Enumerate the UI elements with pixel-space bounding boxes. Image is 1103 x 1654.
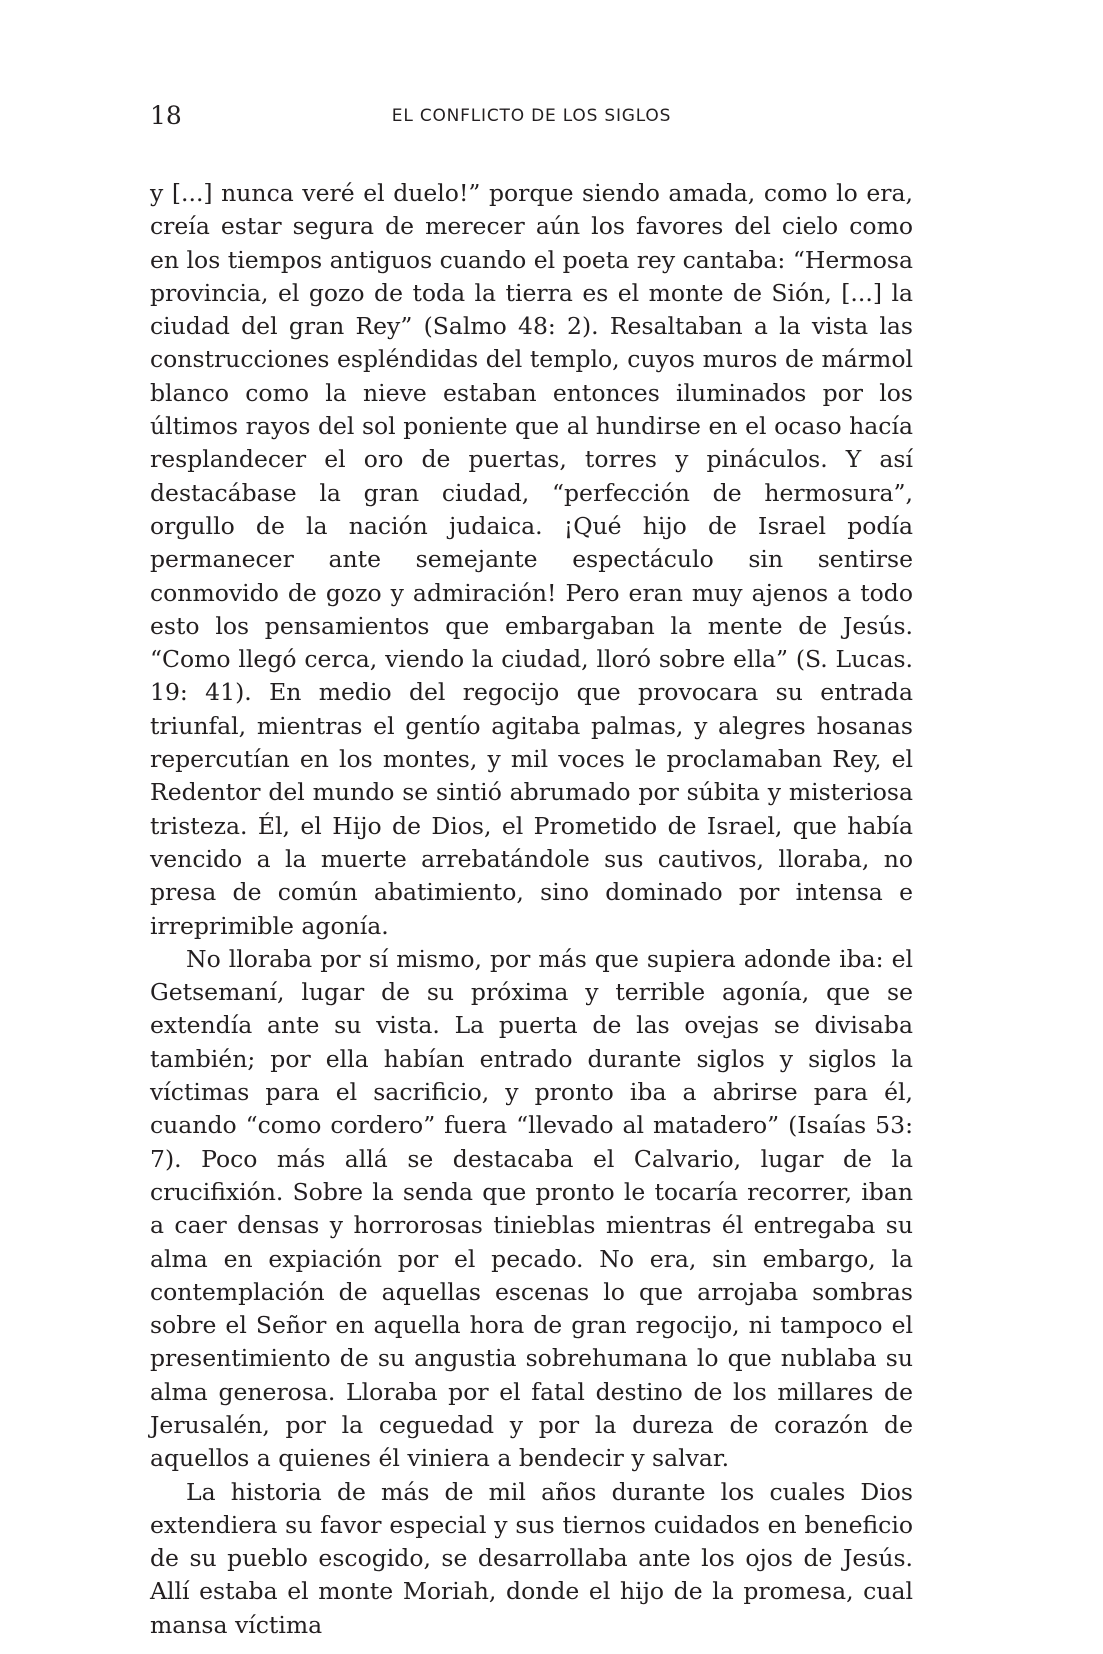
running-title: EL CONFLICTO DE LOS SIGLOS bbox=[391, 106, 672, 126]
page-header bbox=[150, 96, 913, 136]
page-number: 18 bbox=[150, 101, 182, 130]
body-text bbox=[150, 177, 913, 1642]
paragraph-3: La historia de más de mil años durante los cuales Dios extendiera su favor especial y sus tiernos cuidados en beneficio de su pueblo escogido, se desarrollaba ante los ojos de Jesús. Allí estaba el monte Moriah, donde el hijo de la promesa, cual mansa víctima bbox=[150, 1477, 913, 1639]
paragraph-2: No lloraba por sí mismo, por más que supiera adonde iba: el Getsemaní, lugar de su próxima y terrible agonía, que se extendía ante su vista. La puerta de las ovejas se divisaba también; por ella habían entrado durante siglos y siglos la víctimas para el sacrificio, y pronto iba a abrirse para él, cuando “como cordero” fuera “llevado al matadero” (Isaías 53: 7). Poco más allá se destacaba el Calvario, lugar de la crucifixión. Sobre la senda que pronto le tocaría recorrer, iban a caer densas y horrorosas tinieblas mientras él entregaba su alma en expiación por el pecado. No era, sin embargo, la contemplación de aquellas escenas lo que arrojaba sombras sobre el Señor en aquella hora de gran regocijo, ni tampoco el presentimiento de su angustia sobrehumana lo que nublaba su alma generosa. Lloraba por el fatal destino de los millares de Jerusalén, por la ceguedad y por la dureza de corazón de aquellos a quienes él viniera a bendecir y salvar. bbox=[150, 944, 913, 1473]
paragraph-1: y [...] nunca veré el duelo!” porque siendo amada, como lo era, creía estar segura de merecer aún los favores del cielo como en los tiempos antiguos cuando el poeta rey cantaba: “Hermosa provincia, el gozo de toda la tierra es el monte de Sión, [...] la ciudad del gran Rey” (Salmo 48: 2). Resaltaban a la vista las construcciones espléndidas del templo, cuyos muros de mármol blanco como la nieve estaban entonces iluminados por los últimos rayos del sol poniente que al hundirse en el ocaso hacía resplandecer el oro de puertas, torres y pináculos. Y así destacábase la gran ciudad, “perfección de hermosura”, orgullo de la nación judaica. ¡Qué hijo de Israel podía permanecer ante semejante espectáculo sin sentirse conmovido de gozo y admiración! Pero eran muy ajenos a todo esto los pensamientos que embargaban la mente de Jesús. “Como llegó cerca, viendo la ciudad, lloró sobre ella” (S. Lucas. 19: 41). En medio del regocijo que provocara su entrada triunfal, mientras el gentío agitaba palmas, y alegres hosanas repercutían en los montes, y mil voces le proclamaban Rey, el Redentor del mundo se sintió abrumado por súbita y misteriosa tristeza. Él, el Hijo de Dios, el Prometido de Israel, que había vencido a la muerte arrebatándole sus cautivos, lloraba, no presa de común abatimiento, sino dominado por intensa e irreprimible agonía. bbox=[150, 179, 913, 940]
